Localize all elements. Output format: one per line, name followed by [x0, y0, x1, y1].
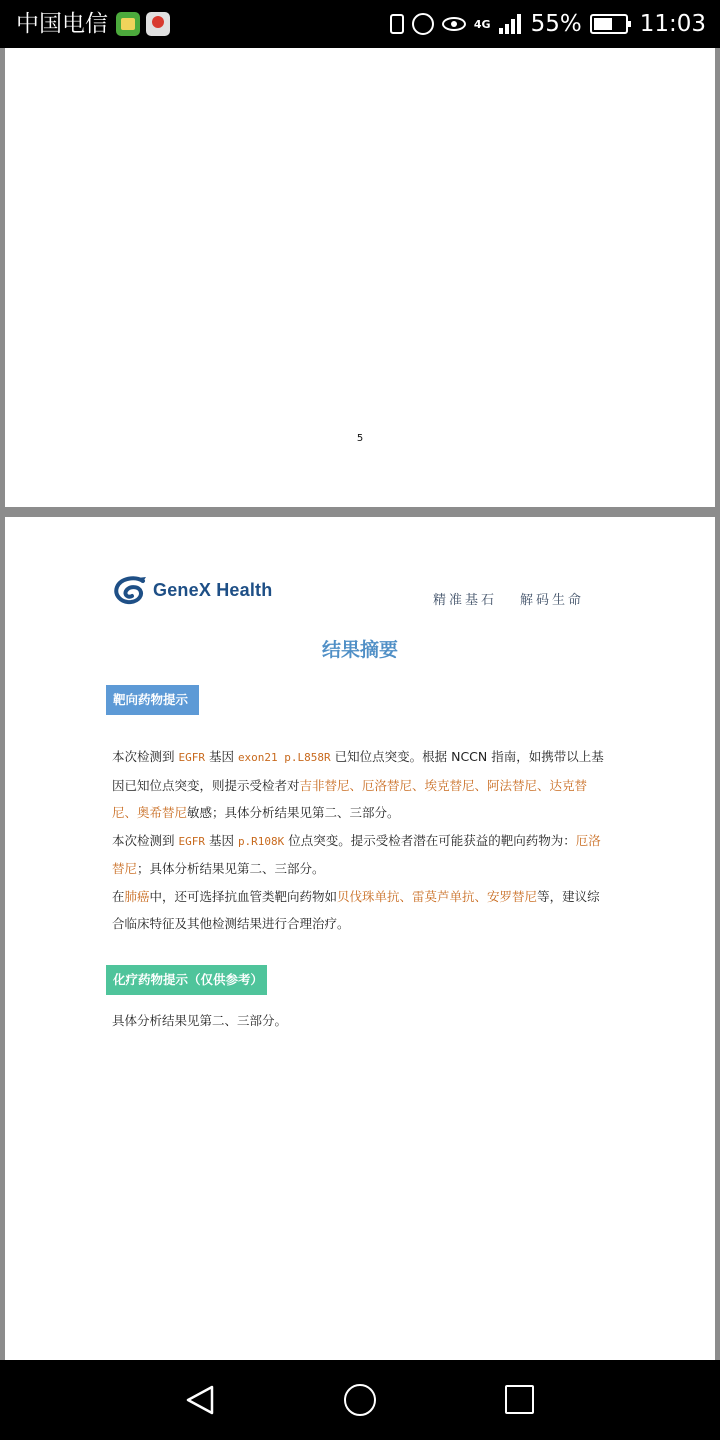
slogan-right: 解码生命: [520, 593, 585, 608]
eye-comfort-icon: [442, 17, 466, 31]
highlight-text: EGFR: [178, 834, 205, 848]
highlight-text: 吉非替尼、厄洛替尼、埃克替尼、阿法替尼、达克替尼、奥希替尼: [112, 777, 588, 820]
brand-name: GeneX Health: [153, 579, 273, 600]
body-text: ；具体分析结果见第二、三部分。: [137, 861, 325, 876]
genex-logo-icon: [113, 575, 149, 605]
battery-percent: 55%: [530, 11, 582, 37]
network-type: 4G: [473, 17, 491, 31]
app-notification-icon-2: [146, 12, 170, 36]
paragraph-lung-cancer: [112, 883, 612, 938]
home-icon[interactable]: [344, 1384, 376, 1416]
highlight-text: p.R108K: [237, 834, 285, 848]
page-number: 5: [356, 433, 364, 444]
highlight-text: exon21 p.L858R: [237, 751, 331, 764]
body-text: 本次检测到: [112, 832, 179, 848]
body-text: 基因: [204, 832, 238, 848]
body-text: 本次检测到: [112, 749, 179, 764]
section-header-targeted-drugs: 靶向药物提示: [106, 685, 199, 715]
chemo-drugs-body: 具体分析结果见第二、三部分。: [112, 1013, 288, 1028]
targeted-drugs-body: [112, 743, 612, 938]
clock: 11:03: [639, 11, 706, 37]
alarm-icon: [412, 13, 434, 35]
section-header-chemo-drugs: 化疗药物提示（仅供参考）: [106, 965, 267, 995]
page-title: 结果摘要: [321, 639, 398, 661]
body-text: 位点突变。提示受检者潜在可能获益的靶向药物为：: [284, 832, 576, 848]
highlight-text: 肺癌: [124, 888, 150, 904]
body-text: 中，还可选择抗血管类靶向药物如: [149, 888, 338, 904]
paragraph-egfr-r108k: [112, 827, 612, 883]
highlight-text: 贝伐珠单抗、雷莫芦单抗、安罗替尼: [337, 888, 538, 904]
document-page-previous: [5, 48, 715, 507]
vibrate-icon: [390, 14, 404, 34]
signal-icon: [499, 14, 523, 34]
body-text: 敏感；具体分析结果见第二、三部分。: [187, 805, 400, 820]
battery-icon: [590, 14, 628, 34]
back-icon[interactable]: [184, 1384, 216, 1416]
status-icons: [390, 8, 706, 40]
brand-logo: [113, 574, 272, 606]
paragraph-egfr-l858r: [112, 743, 612, 827]
app-notification-icon: [116, 12, 140, 36]
body-text: 在: [112, 888, 125, 904]
highlight-text: EGFR: [178, 751, 205, 764]
document-page-current: [5, 517, 715, 1360]
status-bar: [0, 0, 720, 48]
recents-icon[interactable]: [505, 1385, 534, 1414]
carrier-name: 中国电信: [16, 11, 108, 37]
slogan-left: 精准基石: [433, 593, 498, 608]
navigation-bar: [0, 1360, 720, 1440]
body-text: 已知位点突变。根据 NCCN 指南，如携带以上基因已知位点突变，则提示受检者对: [112, 749, 604, 793]
body-text: 基因: [204, 749, 238, 764]
highlight-text: 厄洛替尼: [112, 832, 601, 876]
body-text: 等，建议综合临床特征及其他检测结果进行合理治疗。: [112, 888, 600, 931]
